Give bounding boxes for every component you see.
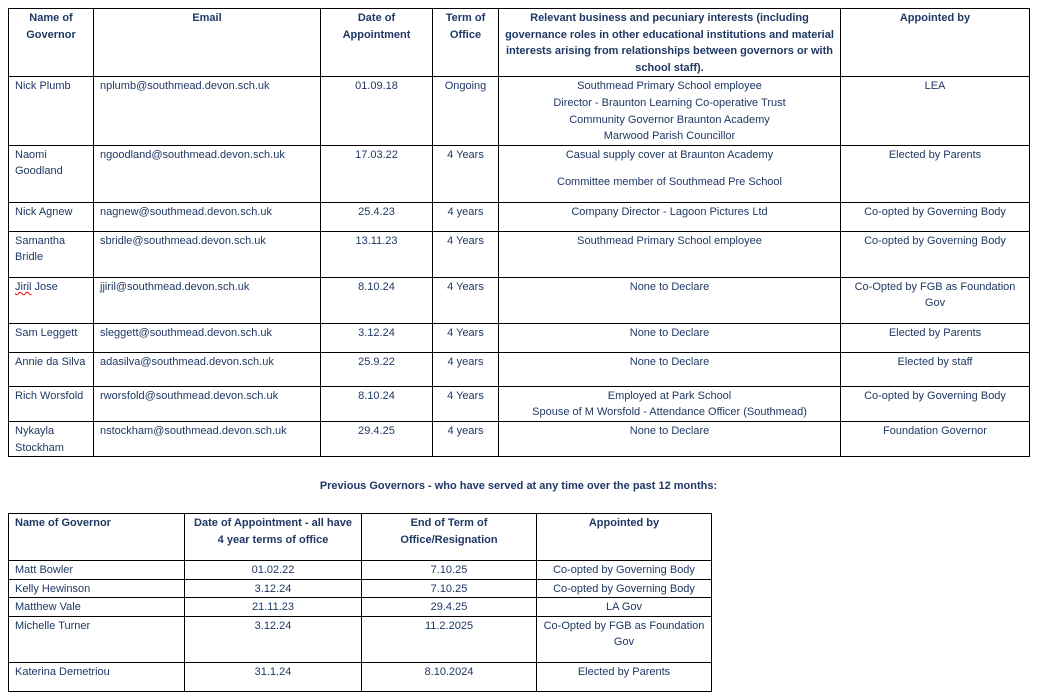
header-interests: Relevant business and pecuniary interests (including governance roles in other educational institutions and material interests arising from relationships between governors or with school staff). xyxy=(499,9,841,77)
interest-line: Southmead Primary School employee xyxy=(577,234,762,247)
interest-line: Employed at Park School xyxy=(607,389,732,402)
appointed-by: Co-opted by Governing Body xyxy=(841,231,1030,277)
governor-email: nagnew@southmead.devon.sch.uk xyxy=(94,202,321,231)
interests xyxy=(499,277,841,323)
appointed-by: LA Gov xyxy=(537,598,712,617)
interests xyxy=(499,231,841,277)
interest-line: None to Declare xyxy=(629,326,710,339)
table-row xyxy=(9,352,1030,386)
table-row xyxy=(9,323,1030,352)
interests xyxy=(499,202,841,231)
interest-line: Company Director - Lagoon Pictures Ltd xyxy=(571,205,768,218)
table-row xyxy=(9,145,1030,202)
interest-line xyxy=(505,163,834,174)
interest-line: None to Declare xyxy=(629,355,710,368)
appointment-date: 25.4.23 xyxy=(321,202,433,231)
appointment-date: 29.4.25 xyxy=(321,421,433,456)
appointment-date: 31.1.24 xyxy=(185,662,362,691)
header-date: Date of Appointment - all have 4 year terms of office xyxy=(185,514,362,561)
governor-name: Michelle Turner xyxy=(9,616,185,662)
header-row xyxy=(9,514,712,561)
governor-email: nstockham@southmead.devon.sch.uk xyxy=(94,421,321,456)
interest-line: Southmead Primary School employee xyxy=(577,80,762,93)
appointment-date: 17.03.22 xyxy=(321,145,433,202)
previous-governors-title: Previous Governors - who have served at any time over the past 12 months: xyxy=(319,480,718,492)
governor-first-name: Jiril xyxy=(15,280,32,293)
term-of-office: 4 Years xyxy=(433,323,499,352)
appointment-date: 8.10.24 xyxy=(321,386,433,421)
governor-email: adasilva@southmead.devon.sch.uk xyxy=(94,352,321,386)
appointed-by: Co-opted by Governing Body xyxy=(841,386,1030,421)
table-row xyxy=(9,662,712,691)
end-of-term: 29.4.25 xyxy=(362,598,537,617)
previous-governors-table xyxy=(8,513,712,692)
appointment-date: 13.11.23 xyxy=(321,231,433,277)
interest-line: Director - Braunton Learning Co-operative Trust xyxy=(553,96,786,109)
governor-email: rworsfold@southmead.devon.sch.uk xyxy=(94,386,321,421)
appointed-by: Co-Opted by FGB as Foundation Gov xyxy=(537,616,712,662)
current-governors-table xyxy=(8,8,1030,457)
appointed-by: Co-opted by Governing Body xyxy=(537,579,712,598)
appointment-date: 21.11.23 xyxy=(185,598,362,617)
header-email: Email xyxy=(94,9,321,77)
term-of-office: Ongoing xyxy=(433,77,499,145)
appointed-by: LEA xyxy=(841,77,1030,145)
governor-name: Katerina Demetriou xyxy=(9,662,185,691)
appointment-date: 25.9.22 xyxy=(321,352,433,386)
appointed-by: Elected by Parents xyxy=(537,662,712,691)
interests xyxy=(499,77,841,145)
appointment-date: 01.02.22 xyxy=(185,561,362,580)
interest-line: Committee member of Southmead Pre School xyxy=(557,176,782,189)
table-row xyxy=(9,598,712,617)
governor-name: Annie da Silva xyxy=(9,352,94,386)
appointment-date: 3.12.24 xyxy=(185,579,362,598)
appointed-by: Elected by Parents xyxy=(841,145,1030,202)
interests xyxy=(499,323,841,352)
table-row xyxy=(9,579,712,598)
interest-line: Casual supply cover at Braunton Academy xyxy=(565,148,774,161)
governor-name: Kelly Hewinson xyxy=(9,579,185,598)
end-of-term: 7.10.25 xyxy=(362,561,537,580)
table-row xyxy=(9,616,712,662)
interests xyxy=(499,352,841,386)
appointed-by: Co-opted by Governing Body xyxy=(841,202,1030,231)
header-name: Name of Governor xyxy=(9,514,185,561)
governor-name: Samantha Bridle xyxy=(9,231,94,277)
table-row xyxy=(9,561,712,580)
interest-line: Community Governor Braunton Academy xyxy=(569,113,770,126)
interest-line: None to Declare xyxy=(629,280,710,293)
interest-line: Spouse of M Worsfold - Attendance Officer (Southmead) xyxy=(532,406,807,419)
term-of-office: 4 Years xyxy=(433,386,499,421)
governor-name: Sam Leggett xyxy=(9,323,94,352)
appointment-date: 3.12.24 xyxy=(185,616,362,662)
appointed-by: Elected by staff xyxy=(841,352,1030,386)
appointed-by: Elected by Parents xyxy=(841,323,1030,352)
header-row xyxy=(9,9,1030,77)
appointed-by: Co-opted by Governing Body xyxy=(537,561,712,580)
header-term: Term of Office xyxy=(433,9,499,77)
appointment-date: 8.10.24 xyxy=(321,277,433,323)
governor-name: Nick Agnew xyxy=(9,202,94,231)
appointment-date: 01.09.18 xyxy=(321,77,433,145)
table-row xyxy=(9,386,1030,421)
term-of-office: 4 years xyxy=(433,352,499,386)
header-appointed: Appointed by xyxy=(841,9,1030,77)
interests xyxy=(499,145,841,202)
appointed-by: Foundation Governor xyxy=(841,421,1030,456)
governor-name: Naomi Goodland xyxy=(9,145,94,202)
governor-name: Matthew Vale xyxy=(9,598,185,617)
governor-email: nplumb@southmead.devon.sch.uk xyxy=(94,77,321,145)
table-row xyxy=(9,77,1030,145)
table-row xyxy=(9,231,1030,277)
governor-name: Rich Worsfold xyxy=(9,386,94,421)
appointment-date: 3.12.24 xyxy=(321,323,433,352)
header-appointed: Appointed by xyxy=(537,514,712,561)
governor-name: Jiril Jose xyxy=(9,277,94,323)
end-of-term: 11.2.2025 xyxy=(362,616,537,662)
governor-email: jjiril@southmead.devon.sch.uk xyxy=(94,277,321,323)
term-of-office: 4 Years xyxy=(433,231,499,277)
governor-email: sleggett@southmead.devon.sch.uk xyxy=(94,323,321,352)
interest-line: None to Declare xyxy=(629,424,710,437)
governor-name: Matt Bowler xyxy=(9,561,185,580)
table-row xyxy=(9,202,1030,231)
governor-email: sbridle@southmead.devon.sch.uk xyxy=(94,231,321,277)
end-of-term: 7.10.25 xyxy=(362,579,537,598)
term-of-office: 4 years xyxy=(433,421,499,456)
header-name: Name of Governor xyxy=(9,9,94,77)
term-of-office: 4 years xyxy=(433,202,499,231)
governor-name: Nick Plumb xyxy=(9,77,94,145)
appointed-by: Co-Opted by FGB as Foundation Gov xyxy=(841,277,1030,323)
governor-email: ngoodland@southmead.devon.sch.uk xyxy=(94,145,321,202)
interests xyxy=(499,421,841,456)
term-of-office: 4 Years xyxy=(433,277,499,323)
table-row xyxy=(9,421,1030,456)
header-date: Date of Appointment xyxy=(321,9,433,77)
table-row xyxy=(9,277,1030,323)
term-of-office: 4 Years xyxy=(433,145,499,202)
end-of-term: 8.10.2024 xyxy=(362,662,537,691)
interests xyxy=(499,386,841,421)
governor-name: Nykayla Stockham xyxy=(9,421,94,456)
header-end: End of Term of Office/Resignation xyxy=(362,514,537,561)
interest-line: Marwood Parish Councillor xyxy=(603,130,736,143)
